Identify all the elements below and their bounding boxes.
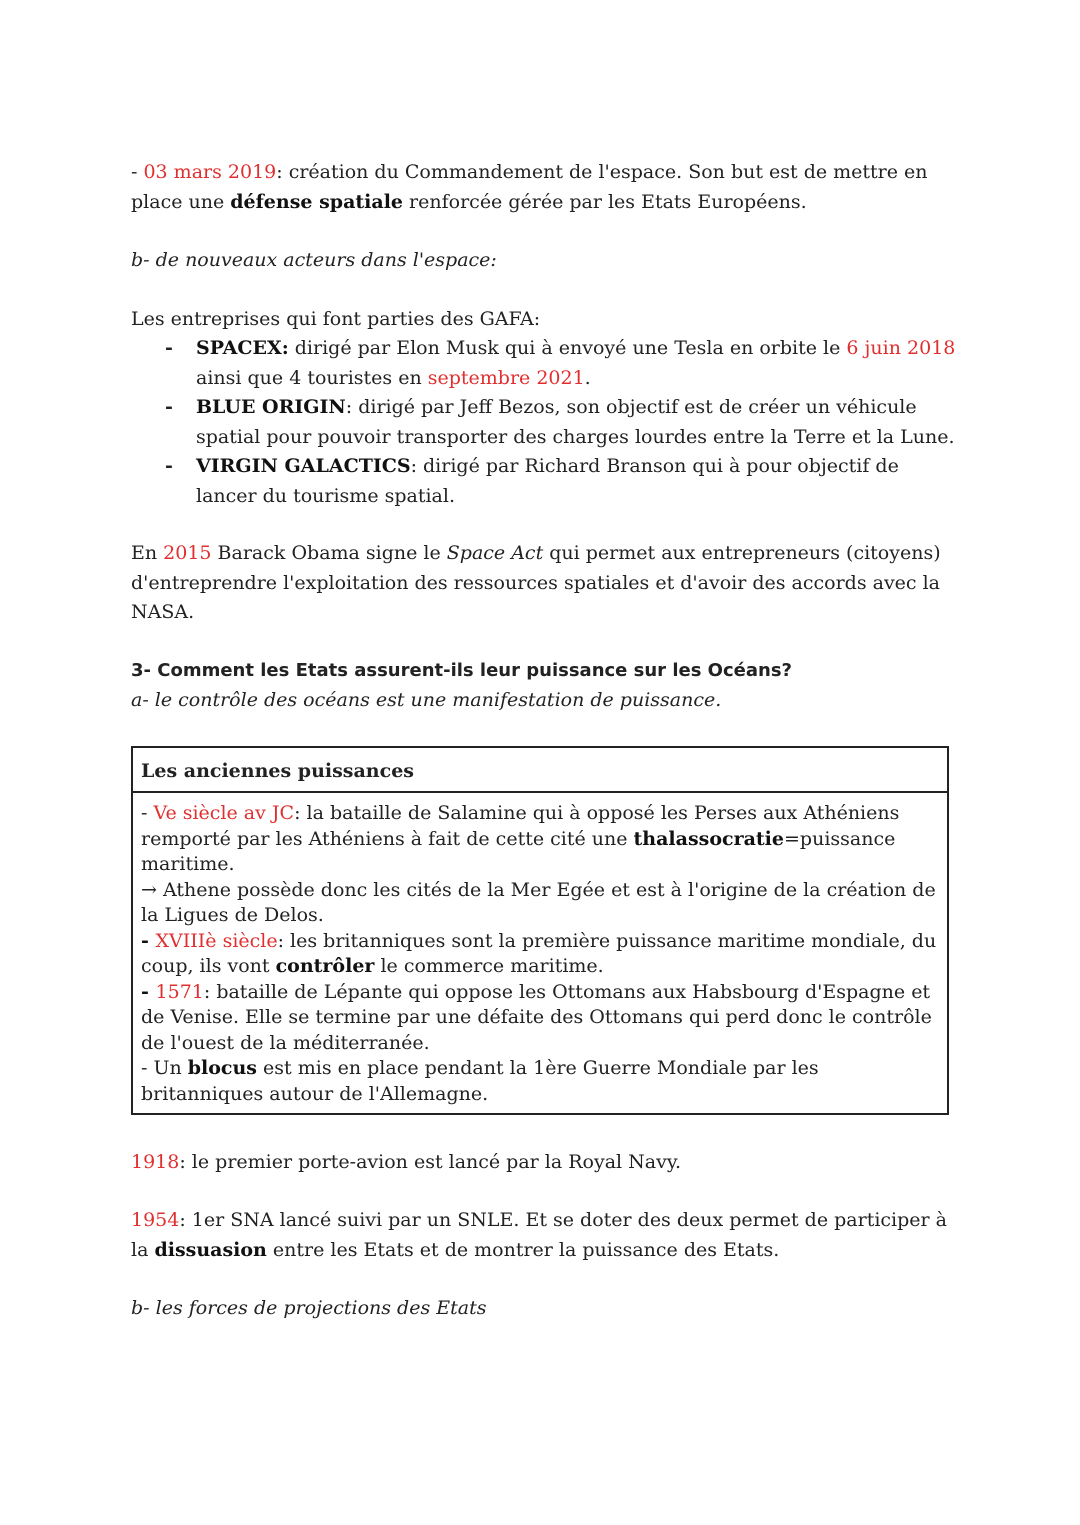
table-paragraph: - XVIIIè siècle: les britanniques sont la première puissance maritime mondiale, du coup, ils vont contrôler le commerce maritime. (141, 929, 937, 977)
table-paragraph: - Ve siècle av JC: la bataille de Salamine qui à opposé les Perses aux Athéniens remporté par les Athéniens à fait de cette cité une thalassocratie=puissance maritime. (141, 802, 900, 875)
list-item: - VIRGIN GALACTICS: dirigé par Richard Branson qui à pour objectif de lancer du tourisme spatial. (131, 452, 961, 511)
paragraph-1918: 1918: le premier porte-avion est lancé par la Royal Navy. (131, 1151, 682, 1173)
table-cell (133, 793, 947, 1113)
date-highlight: 1571 (155, 980, 204, 1003)
paragraph-gafa-intro: Les entreprises qui font parties des GAFA: (131, 308, 541, 330)
date-highlight: 2015 (163, 542, 212, 564)
date-highlight: XVIIIè siècle (155, 929, 278, 952)
date-highlight: 6 juin 2018 (846, 337, 956, 359)
paragraph-space-act: En 2015 Barack Obama signe le Space Act qui permet aux entrepreneurs (citoyens) d'entreprendre l'exploitation des ressources spatiales et d'avoir des accords avec la NASA. (131, 542, 941, 623)
subheading-new-actors: b- de nouveaux acteurs dans l'espace: (131, 249, 497, 271)
bold-term: thalassocratie (633, 827, 784, 850)
section-heading-oceans: 3- Comment les Etats assurent-ils leur puissance sur les Océans? (131, 660, 792, 681)
table-paragraph: - Un blocus est mis en place pendant la 1ère Guerre Mondiale par les britanniques autour de l'Allemagne. (141, 1057, 819, 1105)
bold-term: contrôler (275, 955, 375, 977)
list-item: - BLUE ORIGIN: dirigé par Jeff Bezos, son objectif est de créer un véhicule spatial pour pouvoir transporter des charges lourdes entre la Terre et la Lune. (131, 393, 961, 452)
ancient-powers-table (131, 746, 949, 1115)
company-list (131, 334, 961, 511)
date-highlight: 03 mars 2019 (143, 161, 277, 183)
bold-term: défense spatiale (230, 190, 404, 213)
bullet-dash-icon: - (165, 337, 173, 359)
subheading-projection-forces: b- les forces de projections des Etats (131, 1297, 487, 1319)
paragraph-space-command: - 03 mars 2019: création du Commandement de l'espace. Son but est de mettre en place une défense spatiale renforcée gérée par les Etats Européens. (131, 161, 928, 213)
subheading-ocean-control: a- le contrôle des océans est une manifestation de puissance. (131, 689, 722, 711)
table-paragraph: - 1571: bataille de Lépante qui oppose les Ottomans aux Habsbourg d'Espagne et de Venise. Elle se termine par une défaite des Ottomans qui perd donc le contrôle de l'ouest de la méditerranée. (141, 980, 932, 1054)
list-item: - SPACEX: dirigé par Elon Musk qui à envoyé une Tesla en orbite le 6 juin 2018 ainsi que 4 touristes en septembre 2021. (131, 334, 961, 393)
bullet-dash-icon: - (165, 455, 173, 477)
table-header: Les anciennes puissances (133, 748, 947, 793)
bold-term: dissuasion (154, 1238, 267, 1261)
table-paragraph: → Athene possède donc les cités de la Mer Egée et est à l'origine de la création de la Ligues de Delos. (141, 878, 936, 926)
bullet-dash-icon: - (165, 396, 173, 418)
date-highlight: Ve siècle av JC (153, 802, 295, 824)
date-highlight: septembre 2021 (427, 366, 585, 389)
date-highlight: 1918 (131, 1151, 180, 1173)
date-highlight: 1954 (131, 1209, 180, 1231)
paragraph-1954: 1954: 1er SNA lancé suivi par un SNLE. Et se doter des deux permet de participer à la dissuasion entre les Etats et de montrer la puissance des Etats. (131, 1209, 947, 1261)
bold-term: blocus (187, 1057, 258, 1079)
